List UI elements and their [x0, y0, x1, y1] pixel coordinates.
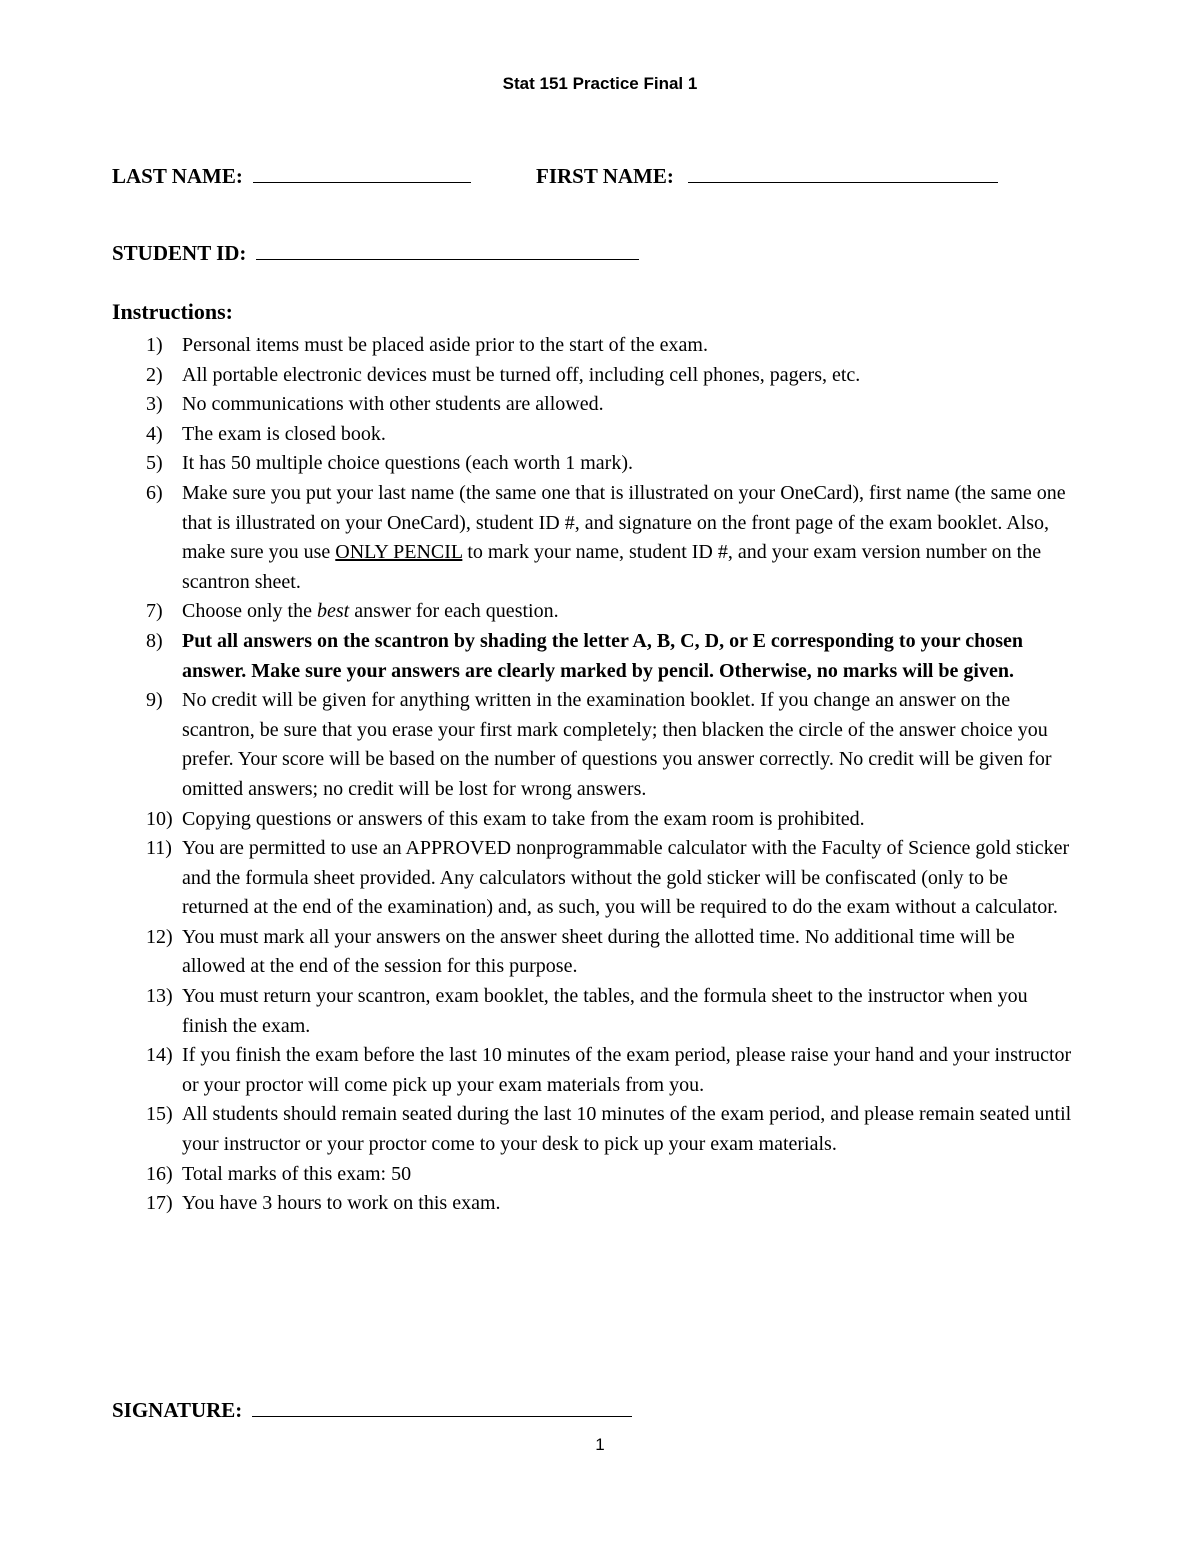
list-item	[112, 1160, 1077, 1190]
item-text-part: Make sure you put your last name (the same one that is illustrated on your OneCard), first name (the same one that is illustrated on your OneCard), student ID #, and signature on the front page of the exam booklet. Also, make sure you use	[182, 481, 1066, 564]
item-number: 9)	[146, 689, 163, 712]
signature-label: SIGNATURE:	[112, 1398, 243, 1422]
item-text: You have 3 hours to work on this exam.	[182, 1192, 501, 1215]
list-item	[112, 982, 1077, 1041]
last-name-label: LAST NAME:	[112, 164, 243, 188]
list-item	[112, 449, 1077, 479]
item-number: 2)	[146, 363, 163, 386]
list-item	[112, 834, 1077, 923]
item-number: 14)	[146, 1044, 173, 1067]
page-title: Stat 151 Practice Final 1	[502, 74, 698, 93]
only-pencil-emphasis: ONLY PENCIL	[335, 541, 463, 564]
list-item	[112, 361, 1077, 391]
item-number: 10)	[146, 807, 173, 830]
item-text	[182, 597, 1077, 627]
item-text: The exam is closed book.	[182, 422, 386, 445]
item-text-part: Choose only the	[182, 600, 317, 623]
item-number: 3)	[146, 393, 163, 416]
item-text: All portable electronic devices must be turned off, including cell phones, pagers, etc.	[182, 363, 861, 386]
list-item	[112, 686, 1077, 804]
item-text: You are permitted to use an APPROVED nonprogrammable calculator with the Faculty of Science gold sticker and the formula sheet provided. Any calculators without the gold sticker will be confiscated (only to be returned at the end of the examination) and, as such, you will be required to do the exam without a calculator.	[182, 837, 1070, 919]
item-text: You must return your scantron, exam booklet, the tables, and the formula sheet to the instructor when you finish the exam.	[182, 985, 1028, 1037]
list-item	[112, 1041, 1077, 1100]
item-number: 11)	[146, 837, 172, 860]
first-name-label: FIRST NAME:	[536, 164, 674, 188]
item-number: 7)	[146, 600, 163, 623]
first-name-field[interactable]	[536, 164, 998, 189]
item-text: Total marks of this exam: 50	[182, 1162, 412, 1185]
item-number: 5)	[146, 452, 163, 475]
list-item	[112, 923, 1077, 982]
item-text: No communications with other students are allowed.	[182, 393, 604, 416]
item-text: It has 50 multiple choice questions (each worth 1 mark).	[182, 452, 633, 475]
item-number: 1)	[146, 334, 163, 356]
last-name-field[interactable]	[112, 164, 471, 189]
signature-field[interactable]	[112, 1398, 632, 1423]
list-item	[112, 420, 1077, 450]
item-text: You must mark all your answers on the answer sheet during the allotted time. No additional time will be allowed at the end of the session for this purpose.	[182, 925, 1015, 978]
list-item	[112, 1189, 1077, 1219]
item-text	[182, 479, 1077, 597]
item-text-part: answer for each question.	[349, 600, 559, 623]
list-item	[112, 331, 1077, 361]
student-id-field[interactable]	[112, 241, 639, 266]
item-number: 4)	[146, 422, 163, 445]
instructions-heading: Instructions:	[112, 299, 234, 324]
item-number: 16)	[146, 1162, 173, 1185]
item-text-part: to mark your name, student ID #, and your exam version number on the scantron sheet.	[182, 541, 1042, 593]
item-text: Copying questions or answers of this exam to take from the exam room is prohibited.	[182, 807, 865, 830]
item-number: 12)	[146, 925, 173, 948]
student-id-blank[interactable]	[256, 241, 639, 260]
list-item	[112, 479, 1077, 597]
item-number: 8)	[146, 629, 163, 652]
list-item	[112, 390, 1077, 420]
list-item	[112, 627, 1077, 686]
item-text: Personal items must be placed aside prior to the start of the exam.	[182, 334, 708, 356]
item-number: 6)	[146, 481, 163, 504]
item-text: Put all answers on the scantron by shading the letter A, B, C, D, or E corresponding to your chosen answer. Make sure your answers are clearly marked by pencil. Otherwise, no marks will be given.	[182, 629, 1023, 682]
item-text: No credit will be given for anything written in the examination booklet. If you change an answer on the scantron, be sure that you erase your first mark completely; then blacken the circle of the answer choice you prefer. Your score will be based on the number of questions you answer correctly. No credit will be given for omitted answers; no credit will be lost for wrong answers.	[182, 689, 1052, 800]
page-number: 1	[595, 1435, 605, 1454]
best-emphasis: best	[317, 600, 350, 623]
instructions-list	[112, 331, 1077, 1219]
item-number: 17)	[146, 1192, 173, 1215]
item-text: If you finish the exam before the last 10 minutes of the exam period, please raise your hand and your instructor or your proctor will come pick up your exam materials from you.	[182, 1044, 1072, 1096]
list-item	[112, 1100, 1077, 1159]
item-number: 15)	[146, 1103, 173, 1126]
item-text: All students should remain seated during the last 10 minutes of the exam period, and please remain seated until your instructor or your proctor come to your desk to pick up your exam materials.	[182, 1103, 1072, 1156]
student-id-label: STUDENT ID:	[112, 241, 247, 265]
first-name-blank[interactable]	[688, 164, 998, 183]
list-item	[112, 597, 1077, 627]
last-name-blank[interactable]	[253, 164, 471, 183]
list-item	[112, 805, 1077, 835]
signature-blank[interactable]	[252, 1398, 632, 1417]
item-number: 13)	[146, 985, 173, 1008]
